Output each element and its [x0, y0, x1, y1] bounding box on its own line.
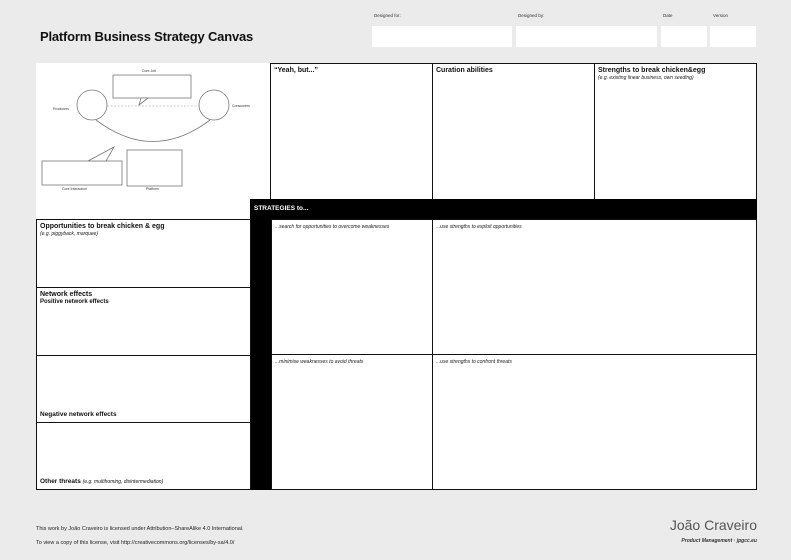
opportunities-subtitle: (e.g. piggyback, marquee) — [40, 230, 99, 237]
platform-diagram — [36, 63, 270, 199]
date-label: Date — [663, 13, 673, 18]
strategies-side-bar — [250, 219, 272, 490]
strengths-title: Strengths to break chicken&egg — [598, 67, 706, 74]
consumers-circle — [199, 90, 229, 120]
confront-threats-text: ...use strengths to confront threats — [436, 359, 512, 365]
avoid-threats-cell[interactable] — [271, 354, 433, 490]
author-name: João Craveiro — [669, 517, 757, 533]
network-effects-cell[interactable] — [36, 287, 251, 356]
designed-by-field[interactable] — [516, 26, 657, 47]
strategies-label: STRATEGIES to... — [254, 205, 309, 212]
opportunities-title: Opportunities to break chicken & egg — [40, 223, 165, 230]
core-interaction-pointer — [88, 147, 114, 161]
opportunities-cell[interactable] — [36, 219, 251, 288]
positive-effects-label: Positive network effects — [40, 298, 109, 305]
page-title: Platform Business Strategy Canvas — [40, 29, 254, 44]
network-effects-title: Network effects — [40, 291, 93, 298]
strengths-subtitle: (e.g. existing linear business, own seeding) — [598, 74, 694, 81]
curation-cell[interactable] — [432, 63, 595, 201]
other-threats-title-row — [37, 475, 163, 486]
platform-box — [127, 150, 182, 186]
other-threats-cell[interactable] — [36, 422, 251, 490]
author-subtitle: Product Management · jpgcc.eu — [681, 538, 757, 544]
yeah-but-cell[interactable] — [270, 63, 433, 201]
negative-effects-label: Negative network effects — [40, 410, 117, 418]
consumers-label: Consumers — [232, 104, 250, 108]
avoid-threats-text: ...minimise weaknesses to avoid threats — [275, 359, 364, 365]
license-line-2: To view a copy of this license, visit http://creativecommons.org/licenses/by-sa/4.0/ — [36, 540, 235, 546]
platform-arc — [96, 120, 210, 142]
producers-label: Producers — [53, 107, 69, 111]
exploit-opportunities-text: ...use strengths to exploit opportunities — [436, 224, 522, 230]
license-line-1: This work by João Craveiro is licensed under Attribution–ShareAlike 4.0 International. — [36, 526, 244, 532]
confront-threats-cell[interactable] — [432, 354, 757, 490]
date-field[interactable] — [661, 26, 707, 47]
strategies-band — [250, 199, 757, 220]
core-interaction-bubble — [42, 161, 122, 185]
core-job-label: Core Job — [142, 69, 157, 73]
exploit-opportunities-cell[interactable] — [432, 219, 757, 355]
yeah-but-title: “Yeah, but...” — [274, 67, 318, 74]
other-threats-subtitle: (e.g. multihoming, disintermediation) — [82, 478, 164, 485]
core-interaction-label: Core Interaction — [62, 187, 87, 191]
strengths-cell[interactable] — [594, 63, 757, 201]
core-job-pointer — [139, 98, 148, 105]
producers-circle — [77, 90, 107, 120]
strategy-canvas — [36, 63, 757, 490]
designed-by-label: Designed by: — [518, 13, 545, 18]
curation-title: Curation abilities — [436, 67, 493, 74]
designed-for-label: Designed for: — [374, 13, 401, 18]
negative-effects-cell[interactable] — [36, 355, 251, 423]
version-field[interactable] — [710, 26, 756, 47]
core-job-bubble — [113, 75, 191, 98]
version-label: Version — [713, 13, 729, 18]
search-opportunities-text: ...search for opportunities to overcome weaknesses — [275, 224, 390, 230]
platform-label: Platform — [146, 187, 160, 191]
search-opportunities-cell[interactable] — [271, 219, 433, 355]
designed-for-field[interactable] — [372, 26, 512, 47]
other-threats-label: Other threats — [40, 477, 81, 485]
